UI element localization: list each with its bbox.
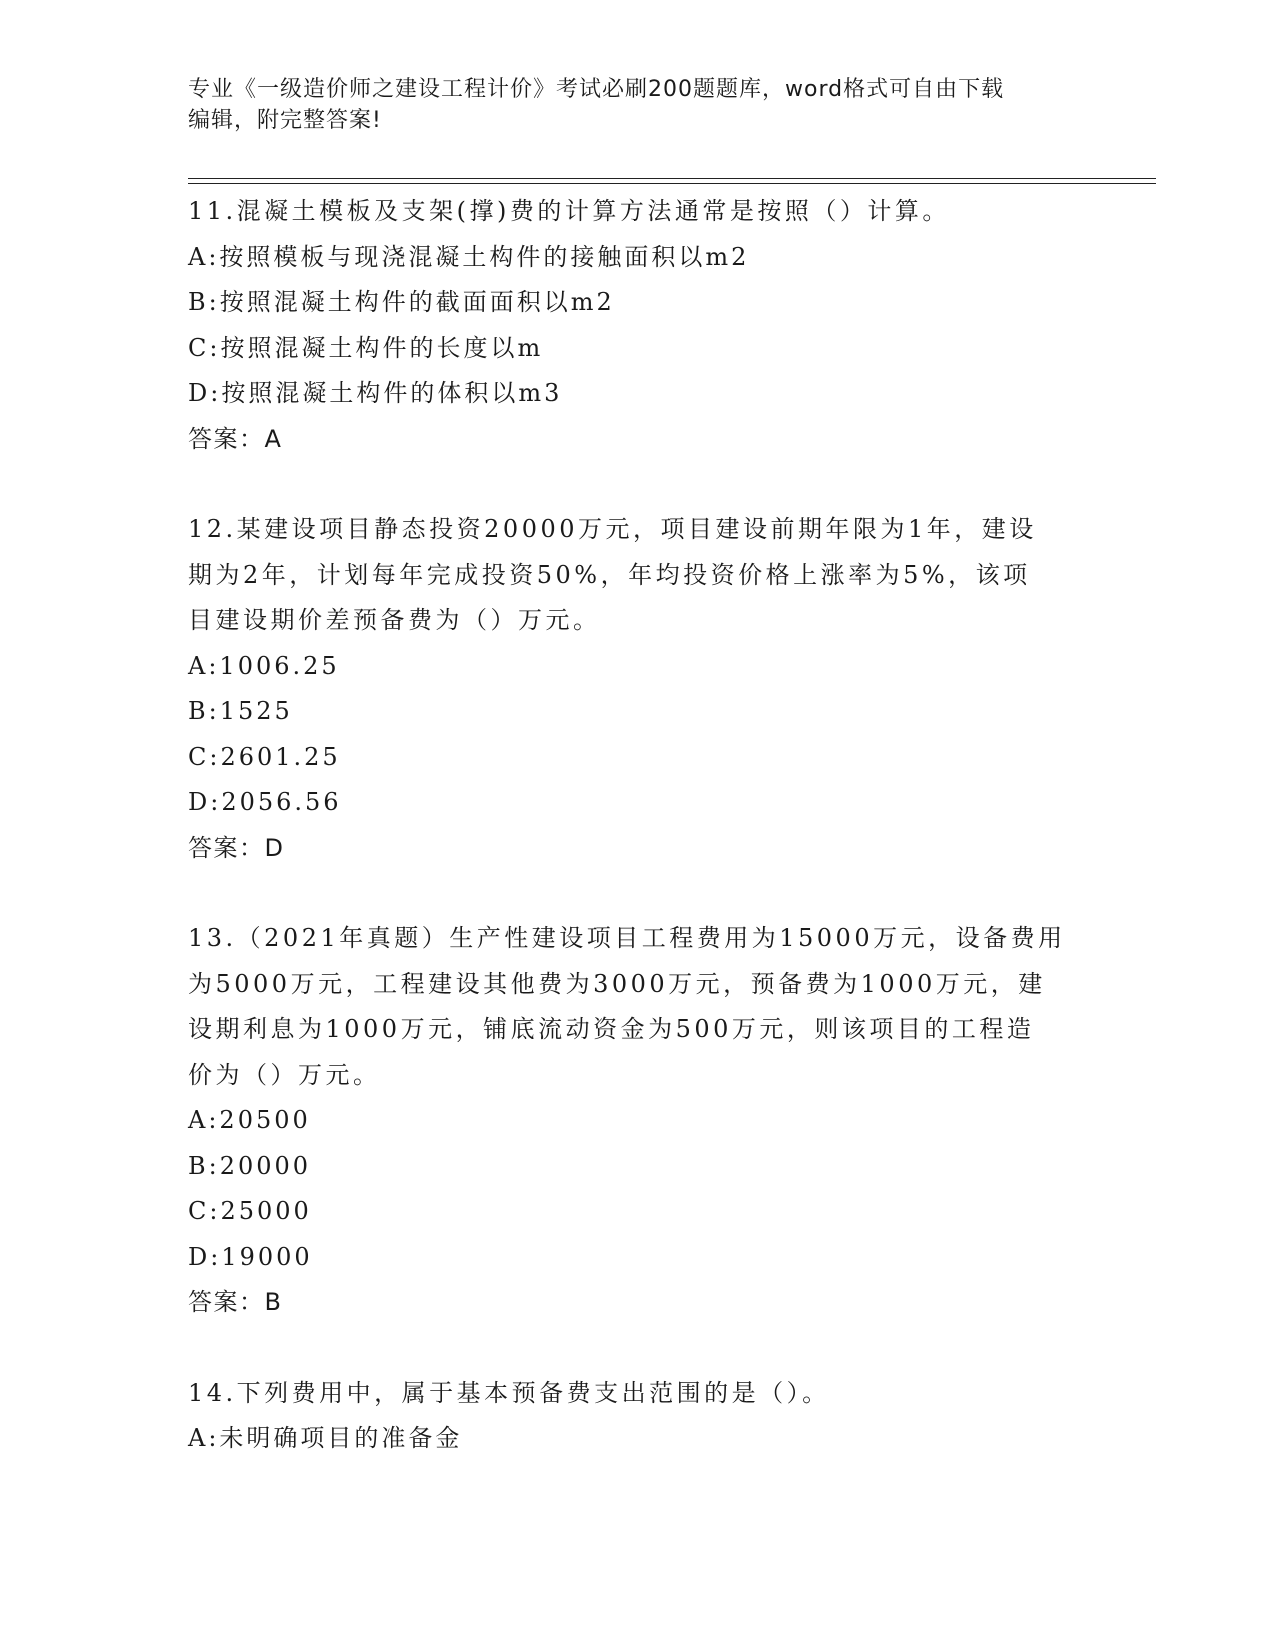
question-stem-line: 价为（）万元。 [188,1060,381,1089]
question-block [188,507,1088,871]
question-stem-line: 14.下列费用中，属于基本预备费支出范围的是（）。 [188,1378,830,1407]
answer-key: 答案：B [188,1288,283,1316]
answer-option: D:按照混凝土构件的体积以m3 [188,379,563,407]
answer-option: A:按照模板与现浇混凝土构件的接触面积以m2 [188,242,750,271]
answer-option: A:1006.25 [188,651,340,680]
answer-option: B:按照混凝土构件的截面面积以m2 [188,288,615,316]
answer-option: C:按照混凝土构件的长度以m [188,333,544,362]
question-stem-line: 11.混凝土模板及支架(撑)费的计算方法通常是按照（）计算。 [188,197,950,225]
answer-option: A:未明确项目的准备金 [188,1424,463,1452]
header-divider-bottom [188,183,1156,184]
answer-key: 答案：D [188,833,285,862]
answer-option: A:20500 [188,1106,311,1134]
question-stem-line: 为5000万元，工程建设其他费为3000万元，预备费为1000万元，建 [188,969,1046,998]
question-block [188,189,1088,462]
answer-option: B:20000 [188,1151,312,1180]
answer-option: D:2056.56 [188,788,342,816]
question-stem-line: 期为2年，计划每年完成投资50%，年均投资价格上涨率为5%，该项 [188,560,1031,589]
header-line-2: 编辑，附完整答案! [188,108,382,133]
question-spacer [188,462,1088,507]
question-stem-line: 设期利息为1000万元，铺底流动资金为500万元，则该项目的工程造 [188,1015,1035,1043]
question-stem-line: 12.某建设项目静态投资20000万元，项目建设前期年限为1年，建设 [188,515,1037,543]
question-stem-line: 目建设期价差预备费为（）万元。 [188,606,601,634]
question-block [188,1371,1088,1462]
header-divider-top [188,178,1156,179]
question-spacer [188,871,1088,916]
answer-option: D:19000 [188,1242,313,1271]
question-block [188,916,1088,1326]
answer-key: 答案：A [188,424,283,453]
header-line-1: 专业《一级造价师之建设工程计价》考试必刷200题题库，word格式可自由下载 [188,77,1005,102]
answer-option: C:2601.25 [188,742,341,771]
question-spacer [188,1326,1088,1371]
question-list [188,189,1088,1462]
answer-option: B:1525 [188,697,293,725]
document-header [188,74,1068,136]
question-stem-line: 13.（2021年真题）生产性建设项目工程费用为15000万元，设备费用 [188,924,1066,952]
answer-option: C:25000 [188,1197,312,1225]
